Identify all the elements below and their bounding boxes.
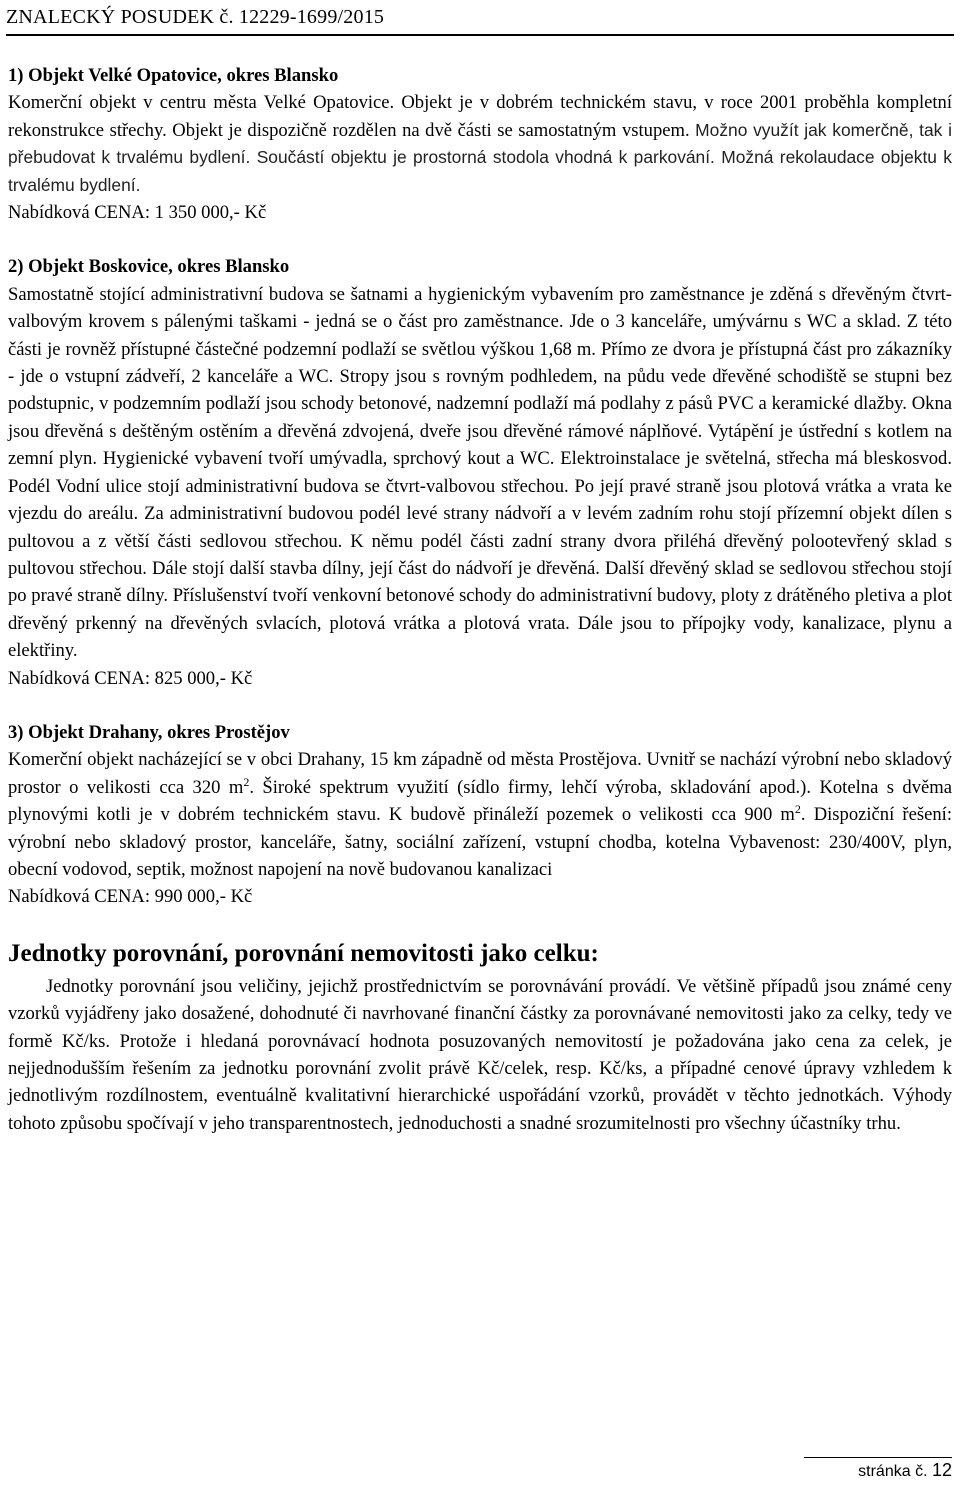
- page-number: 12: [931, 1460, 952, 1480]
- object-2-description: Samostatně stojící administrativní budova se šatnami a hygienickým vybavením pro zaměstnance je zděná s dřevěným čtvrt-valbovým krovem s pálenými taškami - jedná se o část pro zaměstnance. Jde o 3 kanceláře, umývárnu s WC a sklad. Z této části je rovněž přístupné částečné podzemní podlaží se světlou výškou 1,68 m. Přímo ze dvora je přístupná část pro zákazníky - jde o vstupní zádveří, 2 kanceláře a WC. Stropy jsou s rovným podhledem, na půdu vede dřevěné schodiště se stupni bez podstupnic, v podzemním podlaží jsou schody betonové, nadzemní podlaží má podlahy z pásů PVC a keramické dlažby. Okna jsou dřevěná s deštěným ostěním a dřevěná zdvojená, dveře jsou dřevěné rámové náplňové. Vytápění je ústřední s kotlem na zemní plyn. Hygienické vybavení tvoří umývadla, sprchový kout a WC. Elektroinstalace je světelná, střecha má bleskosvod. Podél Vodní ulice stojí administrativní budova se čtvrt-valbovou střechou. Po její pravé straně jsou plotová vrátka a vrata ke vjezdu do areálu. Za administrativní budovou podél levé strany nádvoří a v levém zadním rohu stojí přízemní objekt dílen s pultovou a z větší části sedlovou střechou. K němu podél části zadní strany dvora přiléhá dřevěný polootevřený sklad s pultovou střechou. Dále stojí další stavba dílny, její část do nádvoří je dřevěná. Další dřevěný sklad se sedlovou střechou stojí po pravé straně dílny. Příslušenství tvoří venkovní betonové schody do administrativní budovy, ploty z drátěného pletiva a plot dřevěný prkenný na dřevěných svlacích, plotová vrátka a plotová vrata. Dále jsou to přípojky vody, kanalizace, plynu a elektřiny.: [8, 283, 952, 662]
- object-2-title: 2) Objekt Boskovice, okres Blansko: [8, 256, 290, 278]
- page-label: stránka č.: [858, 1463, 928, 1480]
- object-1-text-sans: Možno využít jak komerčně, tak i přebudovat k trvalému bydlení. Součástí objektu je prostorná stodola vhodná k parkování. Možná rekolaudace objektu k trvalému bydlení.: [8, 119, 952, 195]
- object-1-text-serif: Komerční objekt v centru města Velké Opatovice. Objekt je v dobrém technickém stavu, v roce 2001 proběhla kompletní rekonstrukce střechy. Objekt je dispozičně rozdělen na dvě části se samostatným vstupem.: [8, 92, 952, 141]
- object-1-title: 1) Objekt Velké Opatovice, okres Blansko: [8, 65, 339, 86]
- object-3-price: Nabídková CENA: 990 000,- Kč: [8, 886, 253, 908]
- object-1-description: [8, 89, 952, 199]
- units-text: Jednotky porovnání jsou veličiny, jejichž prostřednictvím se porovnávání provádí. Ve většině případů jsou známé ceny vzorků vyjádřeny jako dosažené, dohodnuté či navrhované finanční částky za porovnávané nemovitosti jako za celky, tedy ve formě Kč/ks. Protože i hledaná porovnávací hodnota posuzovaných nemovitostí je požadována jako cena za celek, je nejjednodušším řešením za jednotku porovnání zvolit právě Kč/celek, resp. Kč/ks, a případné cenové úpravy vzhledem k jednotlivým rozdílnostem, eventuálně kvalitativní hierarchické uspořádání vzorků, provádět v těchto jednotkách. Výhody tohoto způsobu spočívají v jeho transparentnostech, jednoduchosti a snadné srozumitelnosti pro všechny účastníky trhu.: [8, 975, 952, 1134]
- document-title: ZNALECKÝ POSUDEK č. 12229-1699/2015: [6, 6, 385, 28]
- object-3-sup-b: 2: [794, 801, 801, 816]
- object-3-description: [8, 746, 952, 883]
- units-section: [8, 939, 952, 1137]
- object-3-text-c: . Dispoziční řešení: výrobní nebo skladový prostor, kanceláře, šatny, sociální zařízení, vstupní chodba, kotelna Vybavenost: 230/400V, plyn, obecní vodovod, septik, možnost napojení na nově budovanou kanalizaci: [8, 804, 952, 880]
- object-1-price: Nabídková CENA: 1 350 000,- Kč: [8, 202, 267, 224]
- page-footer: [804, 1457, 952, 1481]
- object-3-title: 3) Objekt Drahany, okres Prostějov: [8, 721, 290, 743]
- object-3-text-b: . Široké spektrum využití (sídlo firmy, lehčí výroba, skladování apod.). Kotelna s dvěma plynovými kotli je v dobrém technickém stavu. K budově přináleží pozemek o velikosti cca 900 m: [8, 776, 952, 826]
- object-2-price: Nabídková CENA: 825 000,- Kč: [8, 667, 253, 689]
- page-header: [6, 4, 954, 36]
- object-2-section: [8, 253, 952, 692]
- object-3-text-a: Komerční objekt nacházející se v obci Drahany, 15 km západně od města Prostějova. Uvnitř se nachází výrobní nebo skladový prostor o velikosti cca 320 m: [8, 749, 952, 798]
- object-3-section: [8, 719, 952, 911]
- document-body: [8, 62, 952, 1137]
- object-3-sup-a: 2: [243, 774, 250, 789]
- object-1-section: [8, 62, 952, 226]
- units-heading: Jednotky porovnání, porovnání nemovitosti jako celku:: [8, 939, 599, 967]
